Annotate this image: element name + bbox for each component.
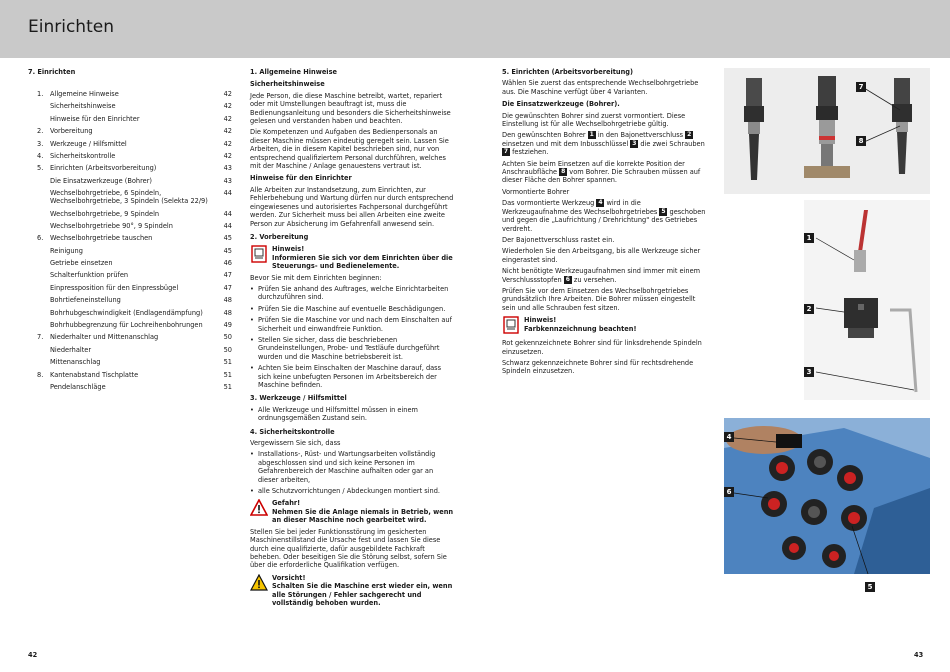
- photo-gearbox: [724, 418, 930, 574]
- toc-page: 46: [223, 259, 232, 268]
- toc-page: 45: [223, 234, 232, 243]
- callout-badge: 5: [865, 582, 875, 592]
- toc-page: 47: [223, 283, 232, 292]
- callout-badge: 8: [856, 136, 866, 146]
- paragraph: Jede Person, die diese Maschine betreibt, wartet, repariert oder mit Umstellungen beauftragt ist, muss die Bedienungsanleitung und besonders die Sicherheitshinweise gelesen und verstanden haben und beachten.: [250, 91, 451, 126]
- toc-label: Reinigung: [50, 246, 83, 255]
- paragraph: Rot gekennzeichnete Bohrer sind für linksdrehende Spindeln einzusetzen.: [502, 339, 702, 356]
- caution-title: Vorsicht!: [272, 573, 306, 582]
- toc-row: [28, 383, 232, 391]
- page-number-left: 42: [28, 651, 38, 659]
- toc-page: 42: [223, 139, 232, 148]
- caution-text: Schalten Sie die Maschine erst wieder ein, wenn alle Störungen / Fehler sachgerecht und vollständig behoben wurden.: [272, 582, 453, 607]
- section-heading: 5. Einrichten (Arbeitsvorbereitung): [502, 68, 634, 76]
- toc-row: [28, 102, 232, 110]
- toc-page: 51: [223, 382, 232, 391]
- toc-row: [28, 234, 232, 242]
- toc-row: [28, 152, 232, 160]
- toc-label: Wechselbohrgetriebe, 6 Spindeln, Wechselbohrgetriebe, 3 Spindeln (Selekta 22/9): [50, 189, 208, 206]
- danger-box: [250, 499, 455, 524]
- toc-row: [28, 115, 232, 123]
- toc-label: Wechselbohrgetriebe 90°, 9 Spindeln: [50, 221, 173, 230]
- toc-label: Wechselbohrgetriebe tauschen: [50, 234, 153, 243]
- toc-row: [28, 177, 232, 185]
- toc-label: Sicherheitshinweise: [50, 102, 116, 111]
- notice-title: Hinweis!: [272, 245, 305, 254]
- callout-badge: 1: [804, 233, 814, 243]
- caution-triangle-icon: [250, 574, 268, 592]
- paragraph: Das vormontierte Werkzeug 4 wird in die Werkzeugaufnahme des Wechselbohrgetriebes 5 geschoben und gegen die „Laufrichtung / Drehrichtung" des Getriebes verdreht.: [502, 199, 706, 233]
- toc-label: Niederhalter: [50, 345, 92, 354]
- paragraph: Achten Sie beim Einsetzen auf die korrekte Position der Anschraubfläche 8 vom Bohrer. Die Schrauben müssen auf dieser Fläche den Bohrer spannen.: [502, 159, 701, 185]
- toc-page: 48: [223, 296, 232, 305]
- danger-text: Nehmen Sie die Anlage niemals in Betrieb, wenn an dieser Maschine noch gearbeitet wird.: [272, 507, 454, 525]
- toc-page: 42: [223, 151, 232, 160]
- toc-page: 45: [223, 246, 232, 255]
- toc-page: 50: [223, 333, 232, 342]
- notice-text: Informieren Sie sich vor dem Einrichten über die Steuerungs- und Bedienelemente.: [272, 253, 453, 271]
- paragraph: Wiederholen Sie den Arbeitsgang, bis alle Werkzeuge sicher eingerastet sind.: [502, 247, 701, 264]
- paragraph: Den gewünschten Bohrer 1 in den Bajonettverschluss 2 einsetzen und mit dem Inbusschlüssel 3 die zwei Schrauben 7 festziehen.: [502, 131, 705, 157]
- bullet-item: • alle Schutzvorrichtungen / Abdeckungen montiert sind.: [250, 487, 455, 495]
- toc-row: [28, 127, 232, 135]
- paragraph: Bevor Sie mit dem Einrichten beginnen:: [250, 273, 382, 282]
- paragraph: Wählen Sie zuerst das entsprechende Wechselbohrgetriebe aus. Die Maschine verfügt über 4 Varianten.: [502, 79, 699, 96]
- paragraph: Die Kompetenzen und Aufgaben des Bedienpersonals an dieser Maschine müssen eindeutig geregelt sein. Lassen Sie Arbeiten, die in diesem Kapitel beschrieben sind, nur von entsprechend qualifiziertem Personal durchführen, welches mit der Maschine / Anlage genauestens vertraut ist.: [250, 128, 449, 171]
- toc-page: 43: [223, 164, 232, 173]
- danger-title: Gefahr!: [272, 499, 301, 508]
- bullet-item: • Prüfen Sie die Maschine vor und nach dem Einschalten auf Sicherheit und einwandfreie Funktion.: [250, 316, 455, 333]
- toc-row: [28, 189, 232, 205]
- toc-page: 42: [223, 90, 232, 98]
- toc-label: Bohrhubbegrenzung für Lochreihenbohrungen: [50, 321, 203, 330]
- toc-row: [28, 140, 232, 148]
- paragraph: Die gewünschten Bohrer sind zuerst vormontiert. Diese Einstellung ist für alle Wechselbohrgetriebe gültig.: [502, 111, 686, 129]
- bullet-item: • Prüfen Sie die Maschine auf eventuelle Beschädigungen.: [250, 305, 455, 313]
- toc-label: Werkzeuge / Hilfsmittel: [50, 139, 127, 148]
- toc-page: 48: [223, 308, 232, 317]
- paragraph: Vormontierte Bohrer: [502, 187, 570, 196]
- toc-row: [28, 164, 232, 172]
- toc-number: 4.: [37, 151, 44, 160]
- toc-page: 44: [223, 189, 232, 198]
- toc-page: 51: [223, 358, 232, 367]
- toc-page: 49: [223, 321, 232, 330]
- toc-number: 1.: [37, 90, 44, 98]
- toc-page: 44: [223, 221, 232, 230]
- toc-label: Wechselbohrgetriebe, 9 Spindeln: [50, 209, 160, 218]
- callout-badge: 2: [804, 304, 814, 314]
- table-of-contents: [28, 68, 232, 395]
- toc-row: [28, 247, 232, 255]
- toc-row: [28, 222, 232, 230]
- hand-holding-tool: [726, 426, 802, 454]
- caution-box: [250, 574, 455, 608]
- page-header: [0, 0, 950, 58]
- paragraph: Nicht benötigte Werkzeugaufnahmen sind immer mit einem Verschlussstopfen 6 zu versehen.: [502, 267, 701, 284]
- danger-triangle-icon: [250, 499, 268, 517]
- toc-row: [28, 309, 232, 317]
- toc-title: 7. Einrichten: [28, 68, 76, 76]
- subsection-heading: Die Einsatzwerkzeuge (Bohrer).: [502, 100, 620, 109]
- bayonet-coupling: [844, 298, 878, 338]
- toc-row: [28, 259, 232, 267]
- toc-page: 42: [223, 114, 232, 123]
- toc-label: Pendelanschläge: [50, 382, 106, 391]
- toc-page: 47: [223, 271, 232, 280]
- notice-box: [502, 316, 708, 336]
- section-heading: 4. Sicherheitskontrolle: [250, 427, 335, 436]
- toc-page: 44: [223, 209, 232, 218]
- callout-badge: 3: [804, 367, 814, 377]
- toc-page: 43: [223, 176, 232, 185]
- page-number-right: 43: [914, 651, 924, 659]
- toc-label: Niederhalter und Mittenanschlag: [50, 333, 159, 342]
- photo-tool-parts: [804, 200, 930, 400]
- toc-label: Allgemeine Hinweise: [50, 90, 119, 98]
- toc-label: Schalterfunktion prüfen: [50, 271, 129, 280]
- toc-label: Mittenanschlag: [50, 358, 101, 367]
- toc-label: Bohrhubgeschwindigkeit (Endlagendämpfung): [50, 308, 203, 317]
- paragraph: Der Bajonettverschluss rastet ein.: [502, 235, 615, 244]
- toc-number: 3.: [37, 139, 44, 148]
- paragraph: Prüfen Sie vor dem Einsetzen des Wechselbohrgetriebes grundsätzlich Ihre Arbeiten. Die Bohrer müssen eingestellt sein und alle Schrauben fest sitzen.: [502, 286, 696, 312]
- toc-page: 42: [223, 127, 232, 136]
- toc-number: 6.: [37, 234, 44, 243]
- photo-drill-bits: [724, 68, 930, 194]
- section-heading: 3. Werkzeuge / Hilfsmittel: [250, 394, 347, 403]
- toc-row: [28, 371, 232, 379]
- callout-badge: 7: [856, 82, 866, 92]
- paragraph: Stellen Sie bei jeder Funktionsstörung im gesicherten Maschinenstillstand die Ursache fest und lassen Sie diese durch eine qualifizierte, dafür ausgebildete Fachkraft beheben. Oder beseitigen Sie die Störung selbst, sofern Sie über die erforderliche Qualifikation verfügen.: [250, 527, 447, 570]
- toc-number: 5.: [37, 164, 44, 173]
- notice-box: [250, 245, 455, 270]
- toc-page: 51: [223, 370, 232, 379]
- page-title: Einrichten: [28, 17, 114, 37]
- toc-row: [28, 284, 232, 292]
- paragraph: Alle Arbeiten zur Instandsetzung, zum Einrichten, zur Fehlerbehebung und Wartung dürfen nur durch entsprechend eingewiesenes und autorisiertes Fachpersonal durchgeführt werden. Zur Sicherheit muss bei allen Arbeiten eine zweite Person zur Absicherung im Gefahrenfall anwesend sein.: [250, 185, 454, 228]
- toc-label: Einrichten (Arbeitsvorbereitung): [50, 164, 157, 173]
- manual-info-icon: [250, 245, 268, 263]
- toc-label: Hinweise für den Einrichter: [50, 114, 140, 123]
- manual-info-icon: [502, 316, 520, 334]
- bullet-item: • Prüfen Sie anhand des Auftrages, welche Einrichtarbeiten durchzuführen sind.: [250, 285, 455, 302]
- bullet-item: • Achten Sie beim Einschalten der Maschine darauf, dass sich keine unbefugten Personen im Arbeitsbereich der Maschine befinden.: [250, 364, 455, 389]
- bullet-item: • Installations-, Rüst- und Wartungsarbeiten vollständig abgeschlossen sind und sich keine Personen im Gefahrenbereich der Maschine aufhalten oder gar an dieser arbeiten,: [250, 450, 455, 484]
- toc-row: [28, 210, 232, 218]
- toc-label: Bohrtiefeneinstellung: [50, 296, 121, 305]
- notice-title: Hinweis!: [524, 316, 557, 325]
- bullet-item: • Stellen Sie sicher, dass die beschriebenen Grundeinstellungen, Probe- und Testläufe durchgeführt wurden und die Maschine betriebsbereit ist.: [250, 336, 455, 361]
- setup-column: [502, 68, 708, 376]
- paragraph: Schwarz gekennzeichnete Bohrer sind für rechtsdrehende Spindeln einzusetzen.: [502, 358, 694, 376]
- toc-row: [28, 321, 232, 329]
- toc-number: 8.: [37, 370, 44, 379]
- toc-label: Kantenabstand Tischplatte: [50, 370, 139, 379]
- toc-row: [28, 333, 232, 341]
- toc-number: 7.: [37, 333, 44, 342]
- toc-row: [28, 358, 232, 366]
- toc-label: Getriebe einsetzen: [50, 259, 113, 268]
- toc-label: Sicherheitskontrolle: [50, 151, 116, 160]
- bullet-item: • Alle Werkzeuge und Hilfsmittel müssen in einem ordnungsgemäßen Zustand sein.: [250, 406, 455, 423]
- toc-label: Die Einsatzwerkzeuge (Bohrer): [50, 176, 152, 185]
- toc-row: [28, 346, 232, 354]
- toc-row: [28, 271, 232, 279]
- general-notes-column: [250, 68, 455, 607]
- toc-page: 50: [223, 345, 232, 354]
- toc-number: 2.: [37, 127, 44, 136]
- toc-page: 42: [223, 102, 232, 111]
- section-heading: 2. Vorbereitung: [250, 232, 309, 241]
- toc-label: Vorbereitung: [50, 127, 93, 136]
- callout-badge: 6: [724, 487, 734, 497]
- notice-text: Farbkennzeichnung beachten!: [524, 324, 637, 333]
- paragraph: Vergewissern Sie sich, dass: [250, 439, 341, 448]
- toc-label: Einpressposition für den Einpressbügel: [50, 283, 179, 292]
- callout-badge: 4: [724, 432, 734, 442]
- subsection-heading: Sicherheitshinweise: [250, 80, 325, 89]
- section-heading: 1. Allgemeine Hinweise: [250, 68, 337, 76]
- toc-row: [28, 296, 232, 304]
- toc-row: [28, 90, 232, 98]
- subsection-heading: Hinweise für den Einrichter: [250, 174, 352, 183]
- toc-list: [28, 90, 232, 391]
